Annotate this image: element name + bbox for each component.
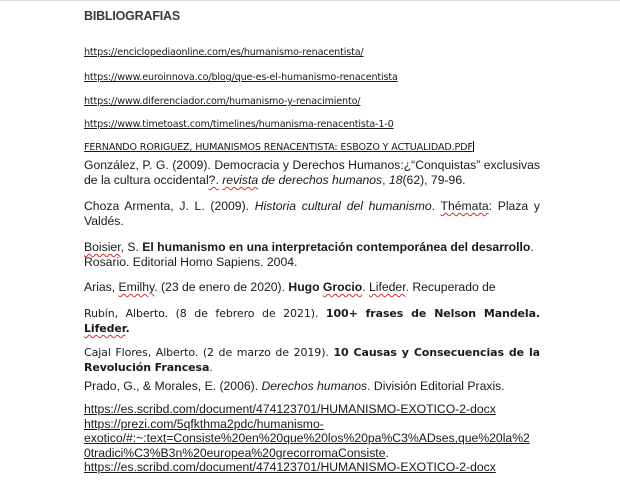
text-cursor — [473, 141, 474, 152]
prezi-link-line-3[interactable]: 0tradici%C3%B3n%20europea%20grecorromaConsiste — [84, 445, 386, 460]
bottom-links-block — [84, 402, 554, 475]
reference-boisier: Boisier, S. El humanismo en una interpretación contemporánea del desarrollo. Rosario. Editorial Homo Sapiens. 2004. — [84, 240, 534, 269]
pdf-reference-text: FERNANDO RORIGUEZ, HUMANISMOS RENACENTISTA: ESBOZO Y ACTUALIDAD.PDF — [84, 142, 473, 153]
link-trailing-period: . — [385, 445, 389, 460]
scribd-link-1[interactable]: https://es.scribd.com/document/474123701/HUMANISMO-EXOTICO-2-docx — [84, 402, 496, 416]
web-link-4[interactable]: https://www.timetoast.com/timelines/humanisma-renacentista-1-0 — [84, 119, 394, 130]
reference-cajal: Cajal Flores, Alberto. (2 de marzo de 2019). 10 Causas y Consecuencias de la Revolución Francesa. — [84, 346, 540, 374]
spellcheck-mark: revista — [222, 173, 259, 187]
reference-gonzalez: González, P. G. (2009). Democracia y Derechos Humanos:¿“Conquistas” exclusivas de la cultura occidental?. revista de derechos humanos, 18(62), 79-96. — [84, 158, 540, 187]
page-top-border — [0, 0, 620, 1]
spellcheck-mark: Lifeder — [368, 280, 406, 294]
reference-rubin: Rubín, Alberto. (8 de febrero de 2021). 100+ frases de Nelson Mandela. Lifeder. — [84, 307, 540, 335]
web-link-3[interactable]: https://www.diferenciador.com/humanismo-y-renacimiento/ — [84, 96, 361, 107]
bibliography-heading: BIBLIOGRAFIAS — [84, 9, 181, 23]
spellcheck-mark: ?. — [208, 173, 219, 187]
web-link-2[interactable]: https://www.euroinnova.co/blog/que-es-el-humanismo-renacentista — [84, 72, 398, 83]
reference-choza: Choza Armenta, J. L. (2009). Historia cultural del humanismo. Thémata: Plaza y Valdés. — [84, 199, 540, 228]
prezi-link-line-1[interactable]: https://prezi.com/5qfkthma2pdc/humanismo- — [84, 416, 324, 431]
spellcheck-mark: Boisier — [84, 240, 121, 254]
pdf-reference-line[interactable] — [84, 141, 474, 153]
prezi-link-line-2[interactable]: exotico/#:~:text=Consiste%20en%20que%20los%20pa%C3%ADses,que%20la%2 — [84, 431, 530, 446]
spellcheck-mark: Emilhy — [118, 280, 155, 294]
spellcheck-mark: Thémata — [440, 199, 489, 213]
spellcheck-mark: Lifeder — [84, 322, 126, 335]
web-link-1[interactable]: https://enciclopediaonline.com/es/humanismo-renacentista/ — [84, 47, 364, 58]
spellcheck-mark: Grocio — [322, 280, 363, 294]
reference-arias: Arias, Emilhy. (23 de enero de 2020). Hugo Grocio. Lifeder. Recuperado de — [84, 280, 496, 294]
scribd-link-2[interactable]: https://es.scribd.com/document/474123701/HUMANISMO-EXOTICO-2-docx — [84, 460, 496, 475]
reference-prado: Prado, G., & Morales, E. (2006). Derechos humanos. División Editorial Praxis. — [84, 379, 505, 393]
